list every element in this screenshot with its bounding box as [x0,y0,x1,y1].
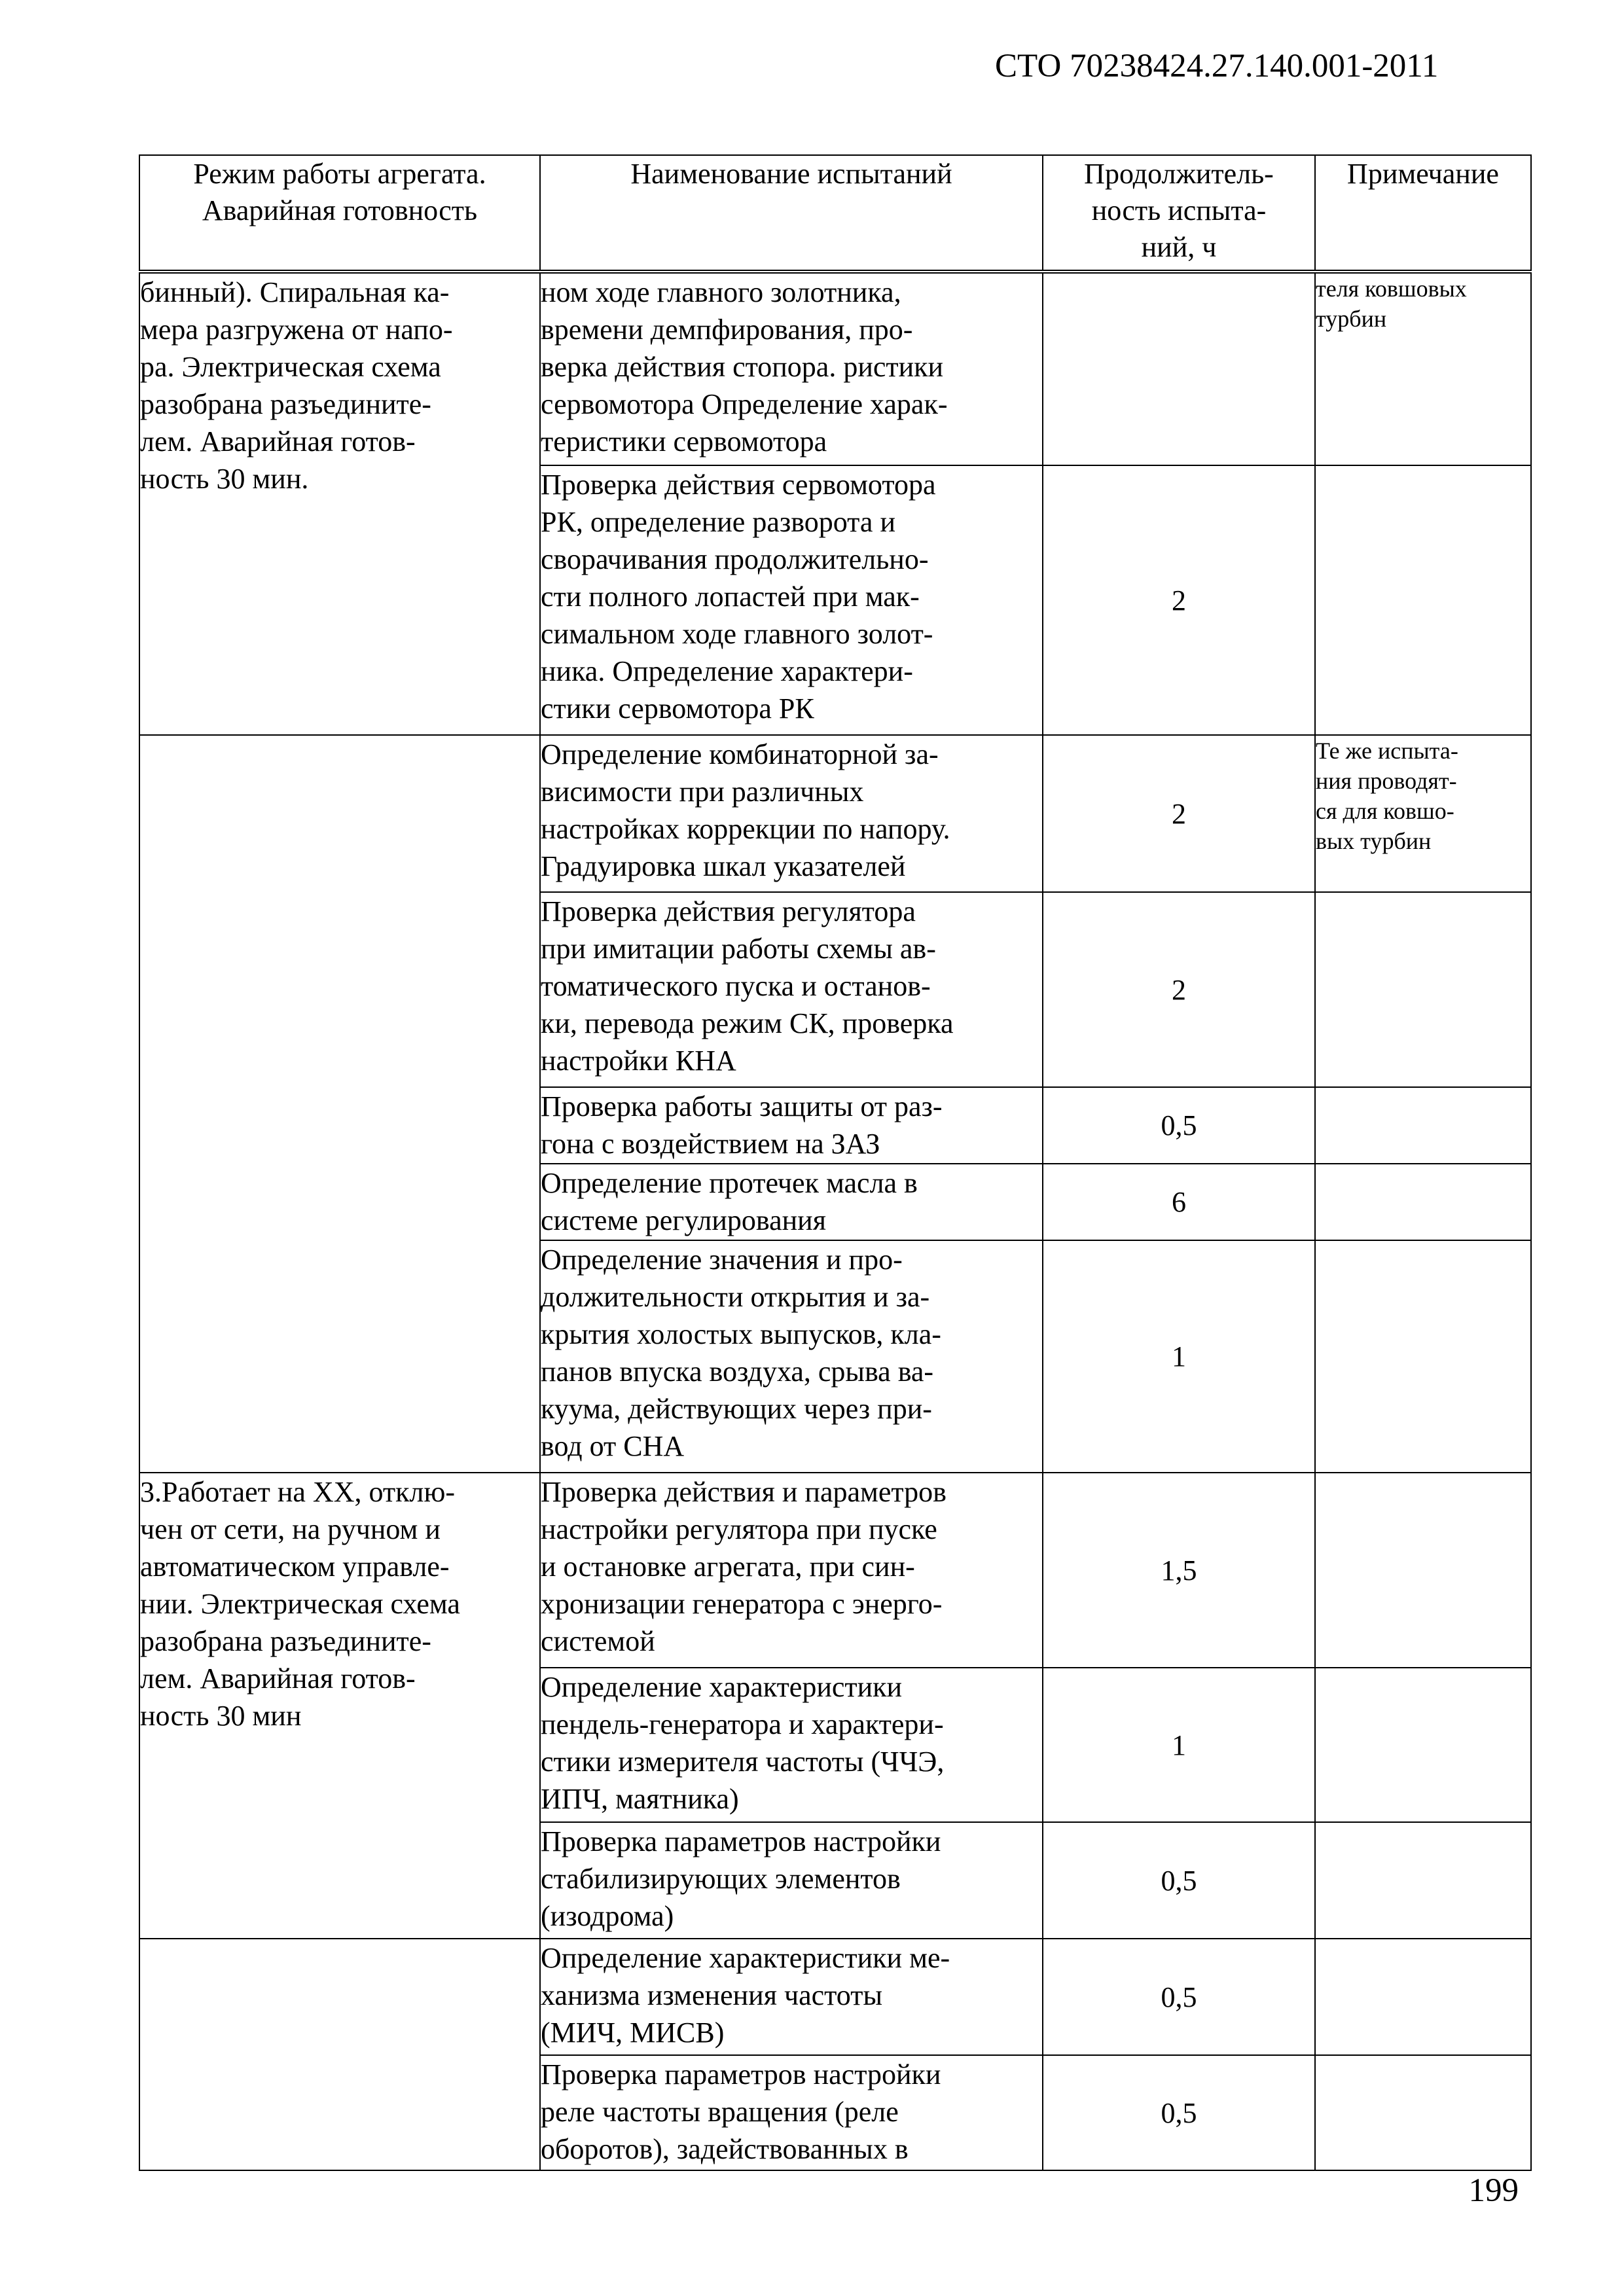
note-cell [1315,1087,1531,1164]
duration-cell [1043,272,1315,465]
test-name-cell: Проверка параметров настройки стабилизирующих элементов (изодрома) [540,1822,1043,1939]
duration-cell: 1,5 [1043,1473,1315,1668]
mode-cell: бинный). Спиральная ка- мера разгружена от напо- ра. Электрическая схема разобрана разъедините- лем. Аварийная готов- ность 30 мин. [139,272,540,735]
table-header-row [139,155,1531,272]
note-cell: теля ковшовых турбин [1315,272,1531,465]
test-name-cell: Проверка действия сервомотора РК, определение разворота и сворачивания продолжительно- сти полного лопастей при мак- симальном ходе главного золот- ника. Определение характери- стики сервомотора РК [540,465,1043,735]
mode-cell [139,1939,540,2170]
test-name-cell: Определение характеристики ме- ханизма изменения частоты (МИЧ, МИСВ) [540,1939,1043,2055]
note-cell [1315,1240,1531,1473]
note-cell [1315,1668,1531,1822]
test-name-cell: Проверка работы защиты от раз- гона с воздействием на ЗАЗ [540,1087,1043,1164]
test-name-cell: Определение характеристики пендель-генератора и характери- стики измерителя частоты (ЧЧЭ, ИПЧ, маятника) [540,1668,1043,1822]
page-number: 199 [1468,2172,1519,2209]
test-table [139,154,1532,2171]
duration-cell: 2 [1043,735,1315,892]
mode-cell: 3.Работает на XX, отклю- чен от сети, на ручном и автоматическом управле- нии. Электрическая схема разобрана разъедините- лем. Аварийная готов- ность 30 мин [139,1473,540,1939]
mode-cell [139,735,540,1473]
header-note: Примечание [1315,155,1531,272]
duration-cell: 2 [1043,892,1315,1087]
note-cell [1315,465,1531,735]
duration-cell: 1 [1043,1668,1315,1822]
header-mode: Режим работы агрегата. Аварийная готовность [139,155,540,272]
note-cell [1315,1473,1531,1668]
duration-cell: 0,5 [1043,1087,1315,1164]
duration-cell: 6 [1043,1164,1315,1240]
duration-cell: 2 [1043,465,1315,735]
note-cell: Те же испыта- ния проводят- ся для ковшо- вых турбин [1315,735,1531,892]
table-row [139,272,1531,465]
note-cell [1315,1822,1531,1939]
duration-cell: 0,5 [1043,1822,1315,1939]
test-name-cell: Проверка параметров настройки реле частоты вращения (реле оборотов), задействованных в [540,2055,1043,2170]
duration-cell: 0,5 [1043,2055,1315,2170]
note-cell [1315,892,1531,1087]
duration-cell: 0,5 [1043,1939,1315,2055]
document-code: СТО 70238424.27.140.001-2011 [995,48,1439,84]
duration-cell: 1 [1043,1240,1315,1473]
test-name-cell: Проверка действия и параметров настройки регулятора при пуске и остановке агрегата, при син- хронизации генератора с энерго- системой [540,1473,1043,1668]
note-cell [1315,1164,1531,1240]
test-name-cell: ном ходе главного золотника, времени демпфирования, про- верка действия стопора. ристики сервомотора Определение харак- теристики сервомотора [540,272,1043,465]
header-test-name: Наименование испытаний [540,155,1043,272]
table-row [139,1939,1531,2055]
test-name-cell: Определение протечек масла в системе регулирования [540,1164,1043,1240]
header-duration: Продолжитель- ность испыта- ний, ч [1043,155,1315,272]
note-cell [1315,2055,1531,2170]
table-row [139,1473,1531,1668]
test-name-cell: Проверка действия регулятора при имитации работы схемы ав- томатического пуска и останов- ки, перевода режим СК, проверка настройки КНА [540,892,1043,1087]
test-name-cell: Определение значения и про- должительности открытия и за- крытия холостых выпусков, кла- панов впуска воздуха, срыва ва- куума, действующих через при- вод от СНА [540,1240,1043,1473]
table-row [139,735,1531,892]
note-cell [1315,1939,1531,2055]
test-name-cell: Определение комбинаторной за- висимости при различных настройках коррекции по напору. Градуировка шкал указателей [540,735,1043,892]
